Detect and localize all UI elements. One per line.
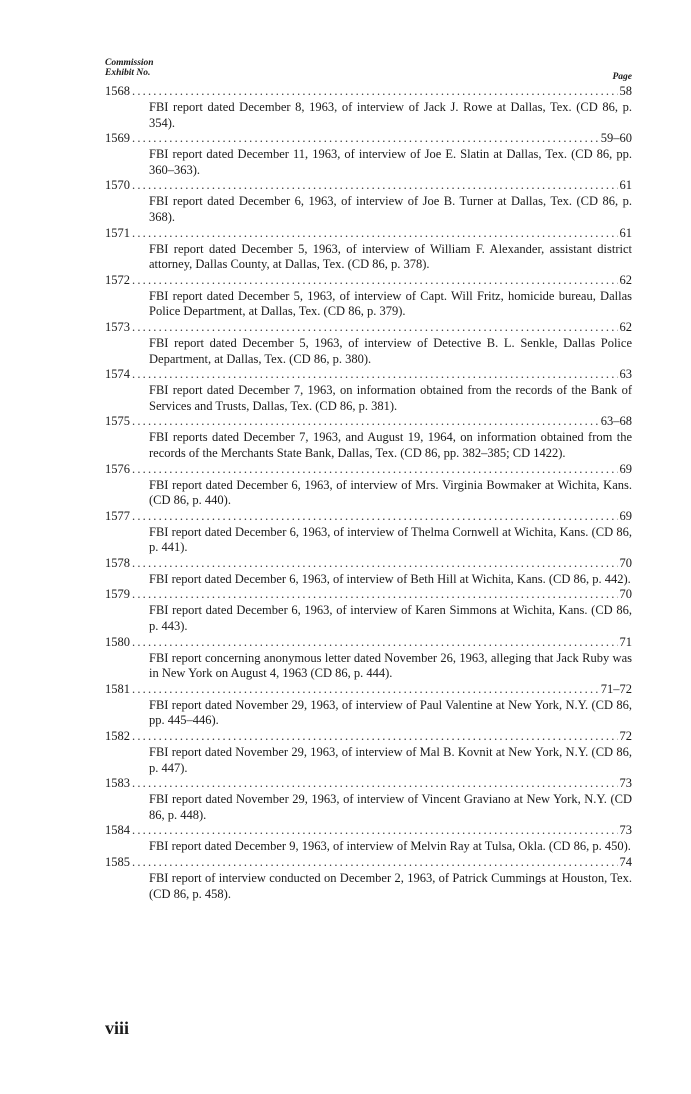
page-reference: 62	[619, 272, 632, 287]
page-reference: 73	[619, 823, 632, 838]
page-reference: 59–60	[600, 131, 632, 146]
entry-leader-line	[105, 682, 632, 698]
exhibit-description: FBI report dated December 6, 1963, of interview of Mrs. Virginia Bowmaker at Wichita, Kans. (CD 86, p. 440).	[149, 477, 632, 508]
dot-leader	[132, 635, 618, 650]
exhibit-number: 1581	[105, 681, 130, 696]
exhibit-entry	[105, 320, 632, 367]
dot-leader	[132, 320, 618, 335]
dot-leader	[132, 776, 618, 791]
exhibit-entry	[105, 509, 632, 556]
page-reference: 70	[619, 587, 632, 602]
exhibit-description: FBI report dated December 8, 1963, of interview of Jack J. Rowe at Dallas, Tex. (CD 86, p. 354).	[149, 100, 632, 130]
exhibit-number: 1585	[105, 855, 130, 869]
entry-leader-line	[105, 320, 632, 336]
page-reference: 69	[619, 508, 632, 523]
dot-leader	[132, 729, 618, 744]
entry-leader-line	[105, 414, 632, 430]
exhibit-number: 1569	[105, 131, 130, 146]
exhibit-entry	[105, 273, 632, 320]
entry-leader-line	[105, 131, 632, 147]
exhibit-entry	[105, 776, 632, 823]
exhibit-description: FBI report dated December 5, 1963, of interview of Detective B. L. Senkle, Dallas Police Department, at Dallas, Tex. (CD 86, p. 380).	[149, 335, 632, 366]
entry-leader-line	[105, 367, 632, 383]
exhibit-description: FBI report dated December 6, 1963, of interview of Beth Hill at Wichita, Kans. (CD 86, p. 442).	[149, 571, 631, 586]
dot-leader	[132, 855, 618, 870]
dot-leader	[132, 84, 618, 99]
exhibit-entry	[105, 131, 632, 178]
dot-leader	[132, 556, 618, 571]
entry-leader-line	[105, 776, 632, 792]
exhibit-entry	[105, 635, 632, 682]
exhibit-number: 1578	[105, 555, 130, 570]
exhibit-entry	[105, 178, 632, 225]
exhibit-number: 1584	[105, 823, 130, 838]
column-header	[105, 58, 632, 84]
page-folio: viii	[105, 1018, 130, 1038]
exhibit-description: FBI report dated December 6, 1963, of interview of Thelma Cornwell at Wichita, Kans. (CD 86, p. 441).	[149, 524, 632, 555]
entry-leader-line	[105, 462, 632, 478]
exhibit-list	[105, 84, 632, 902]
exhibit-description: FBI report dated November 29, 1963, of interview of Vincent Graviano at New York, N.Y. (CD 86, p. 448).	[149, 792, 632, 822]
page-column-heading: Page	[612, 72, 632, 82]
dot-leader	[132, 414, 599, 429]
exhibit-description: FBI report dated December 7, 1963, on information obtained from the records of the Bank of Services and Trusts, Dallas, Tex. (CD 86, p. 381).	[149, 383, 632, 413]
exhibit-entry	[105, 823, 632, 855]
page-reference: 69	[619, 461, 632, 476]
exhibit-number: 1583	[105, 776, 130, 791]
page-reference: 72	[619, 729, 632, 744]
entry-leader-line	[105, 635, 632, 651]
exhibit-number: 1579	[105, 587, 130, 602]
exhibit-entry	[105, 587, 632, 634]
exhibit-entry	[105, 462, 632, 509]
entry-leader-line	[105, 273, 632, 289]
entry-leader-line	[105, 509, 632, 525]
exhibit-entry	[105, 414, 632, 461]
heading-line-exhibit-no: Exhibit No.	[105, 68, 151, 78]
dot-leader	[132, 682, 599, 697]
page-reference: 58	[619, 84, 632, 98]
exhibit-number: 1571	[105, 225, 130, 240]
exhibit-number: 1574	[105, 367, 130, 382]
page-reference: 73	[619, 776, 632, 791]
exhibit-entry	[105, 682, 632, 729]
exhibit-index-page	[105, 58, 632, 902]
exhibit-number: 1582	[105, 729, 130, 744]
exhibit-description: FBI report dated December 5, 1963, of interview of Capt. Will Fritz, homicide bureau, Dallas Police Department, at Dallas, Tex. (CD 86, p. 379).	[149, 288, 632, 319]
entry-leader-line	[105, 823, 632, 839]
dot-leader	[132, 462, 618, 477]
page-reference: 63	[619, 367, 632, 382]
exhibit-entry	[105, 855, 632, 902]
dot-leader	[132, 367, 618, 382]
page-reference: 74	[619, 855, 632, 869]
exhibit-column-heading	[105, 58, 154, 78]
entry-leader-line	[105, 729, 632, 745]
dot-leader	[132, 178, 618, 193]
exhibit-description: FBI report of interview conducted on December 2, 1963, of Patrick Cummings at Houston, Tex. (CD 86, p. 458).	[149, 871, 632, 901]
exhibit-description: FBI report dated November 29, 1963, of interview of Mal B. Kovnit at New York, N.Y. (CD 86, p. 447).	[149, 745, 632, 775]
dot-leader	[132, 226, 618, 241]
exhibit-number: 1580	[105, 634, 130, 649]
entry-leader-line	[105, 587, 632, 603]
entry-leader-line	[105, 226, 632, 242]
heading-line-commission: Commission	[105, 58, 154, 68]
exhibit-number: 1575	[105, 414, 130, 429]
exhibit-number: 1568	[105, 84, 130, 98]
exhibit-description: FBI report dated November 29, 1963, of interview of Paul Valentine at New York, N.Y. (CD 86, pp. 445–446).	[149, 697, 632, 728]
dot-leader	[132, 131, 599, 146]
exhibit-entry	[105, 556, 632, 588]
dot-leader	[132, 587, 618, 602]
dot-leader	[132, 273, 618, 288]
page-reference: 71	[619, 634, 632, 649]
exhibit-entry	[105, 226, 632, 273]
exhibit-number: 1573	[105, 319, 130, 334]
page-reference: 71–72	[600, 681, 632, 696]
exhibit-description: FBI reports dated December 7, 1963, and August 19, 1964, on information obtained from the records of the Merchants State Bank, Dallas, Tex. (CD 86, pp. 382–385; CD 1422).	[149, 430, 632, 460]
exhibit-description: FBI report dated December 6, 1963, of interview of Karen Simmons at Wichita, Kans. (CD 86, p. 443).	[149, 603, 632, 634]
exhibit-entry	[105, 367, 632, 414]
exhibit-description: FBI report dated December 6, 1963, of interview of Joe B. Turner at Dallas, Tex. (CD 86, p. 368).	[149, 194, 632, 224]
exhibit-entry	[105, 729, 632, 776]
exhibit-number: 1570	[105, 178, 130, 193]
page-reference: 70	[619, 555, 632, 570]
entry-leader-line	[105, 855, 632, 871]
dot-leader	[132, 509, 618, 524]
entry-leader-line	[105, 84, 632, 100]
page-reference: 61	[619, 225, 632, 240]
exhibit-number: 1577	[105, 508, 130, 523]
exhibit-number: 1572	[105, 272, 130, 287]
exhibit-description: FBI report dated December 9, 1963, of interview of Melvin Ray at Tulsa, Okla. (CD 86, p. 450).	[149, 839, 631, 854]
exhibit-description: FBI report concerning anonymous letter dated November 26, 1963, alleging that Jack Ruby was in New York on August 4, 1963 (CD 86, p. 444).	[149, 650, 632, 681]
entry-leader-line	[105, 556, 632, 572]
page-reference: 62	[619, 319, 632, 334]
exhibit-description: FBI report dated December 11, 1963, of interview of Joe E. Slatin at Dallas, Tex. (CD 86, pp. 360–363).	[149, 147, 632, 177]
exhibit-number: 1576	[105, 461, 130, 476]
dot-leader	[132, 823, 618, 838]
entry-leader-line	[105, 178, 632, 194]
exhibit-description: FBI report dated December 5, 1963, of interview of William F. Alexander, assistant district attorney, Dallas County, at Dallas, Tex. (CD 86, p. 378).	[149, 241, 632, 272]
exhibit-entry	[105, 84, 632, 131]
page-reference: 61	[619, 178, 632, 193]
page-reference: 63–68	[600, 414, 632, 429]
